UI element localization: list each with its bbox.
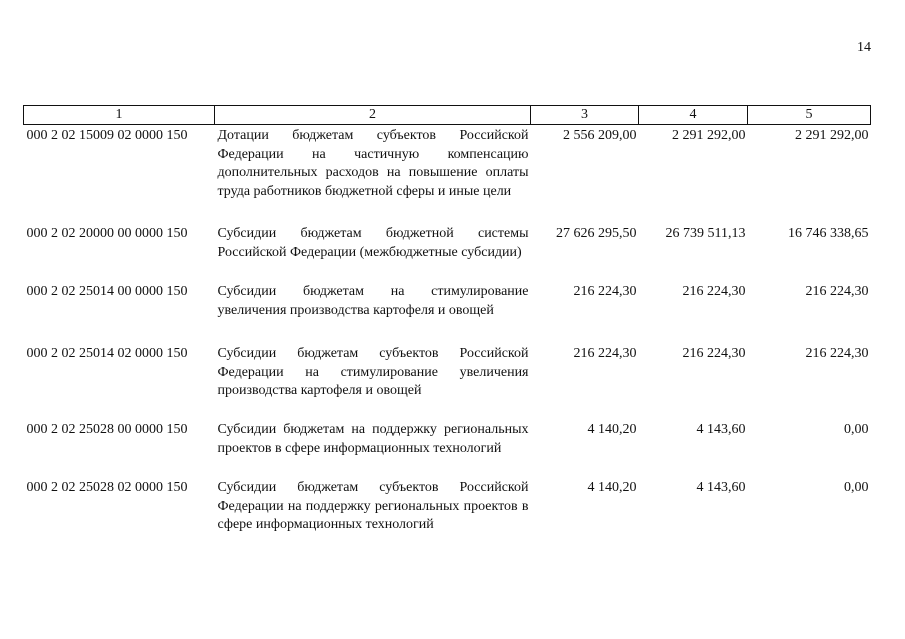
row-description: Дотации бюджетам субъектов Российской Федерации на частичную компенсацию дополнительных расходов на повышение оплаты труда работников бюджетной сферы и иные цели [217, 128, 529, 199]
row-value-col3: 216 224,30 [573, 284, 637, 299]
row-value-col4: 4 143,60 [696, 422, 746, 437]
row-value-col5: 16 746 338,65 [788, 226, 869, 241]
header-col-4: 4 [639, 106, 748, 125]
row-value-col5: 2 291 292,00 [795, 128, 869, 143]
row-value-col5: 0,00 [844, 422, 869, 437]
page-number: 14 [857, 40, 871, 55]
row-value-col4: 4 143,60 [696, 480, 746, 495]
row-value-col3: 4 140,20 [587, 480, 637, 495]
row-code: 000 2 02 25028 00 0000 150 [26, 422, 188, 437]
table-row [24, 283, 871, 345]
header-col-3: 3 [531, 106, 639, 125]
row-value-col5: 216 224,30 [805, 284, 869, 299]
row-value-col5: 0,00 [844, 480, 869, 495]
header-col-5: 5 [748, 106, 871, 125]
row-value-col3: 2 556 209,00 [563, 128, 637, 143]
row-value-col3: 4 140,20 [587, 422, 637, 437]
row-description: Субсидии бюджетам на поддержку региональных проектов в сфере информационных технологий [217, 422, 529, 456]
header-col-2: 2 [215, 106, 531, 125]
table-row [24, 479, 871, 557]
row-code: 000 2 02 20000 00 0000 150 [26, 226, 188, 241]
table-row [24, 421, 871, 479]
row-code: 000 2 02 25014 00 0000 150 [26, 284, 188, 299]
row-value-col4: 216 224,30 [682, 346, 746, 361]
row-value-col3: 216 224,30 [573, 346, 637, 361]
table-header [24, 106, 871, 125]
header-row [24, 106, 871, 125]
row-value-col3: 27 626 295,50 [556, 226, 637, 241]
row-value-col4: 216 224,30 [682, 284, 746, 299]
row-description: Субсидии бюджетам бюджетной системы Российской Федерации (межбюджетные субсидии) [217, 226, 529, 260]
row-code: 000 2 02 15009 02 0000 150 [26, 128, 188, 143]
row-description: Субсидии бюджетам субъектов Российской Федерации на поддержку региональных проектов в сфере информационных технологий [217, 480, 529, 532]
budget-revenue-table [23, 105, 871, 557]
row-description: Субсидии бюджетам субъектов Российской Федерации на стимулирование увеличения производства картофеля и овощей [217, 346, 529, 398]
table-row [24, 345, 871, 421]
row-value-col4: 2 291 292,00 [672, 128, 746, 143]
table-row [24, 225, 871, 283]
row-code: 000 2 02 25014 02 0000 150 [26, 346, 188, 361]
row-value-col4: 26 739 511,13 [665, 226, 746, 241]
row-description: Субсидии бюджетам на стимулирование увеличения производства картофеля и овощей [217, 284, 529, 318]
row-value-col5: 216 224,30 [805, 346, 869, 361]
table-row [24, 125, 871, 226]
header-col-1: 1 [24, 106, 215, 125]
table-body [24, 125, 871, 558]
row-code: 000 2 02 25028 02 0000 150 [26, 480, 188, 495]
